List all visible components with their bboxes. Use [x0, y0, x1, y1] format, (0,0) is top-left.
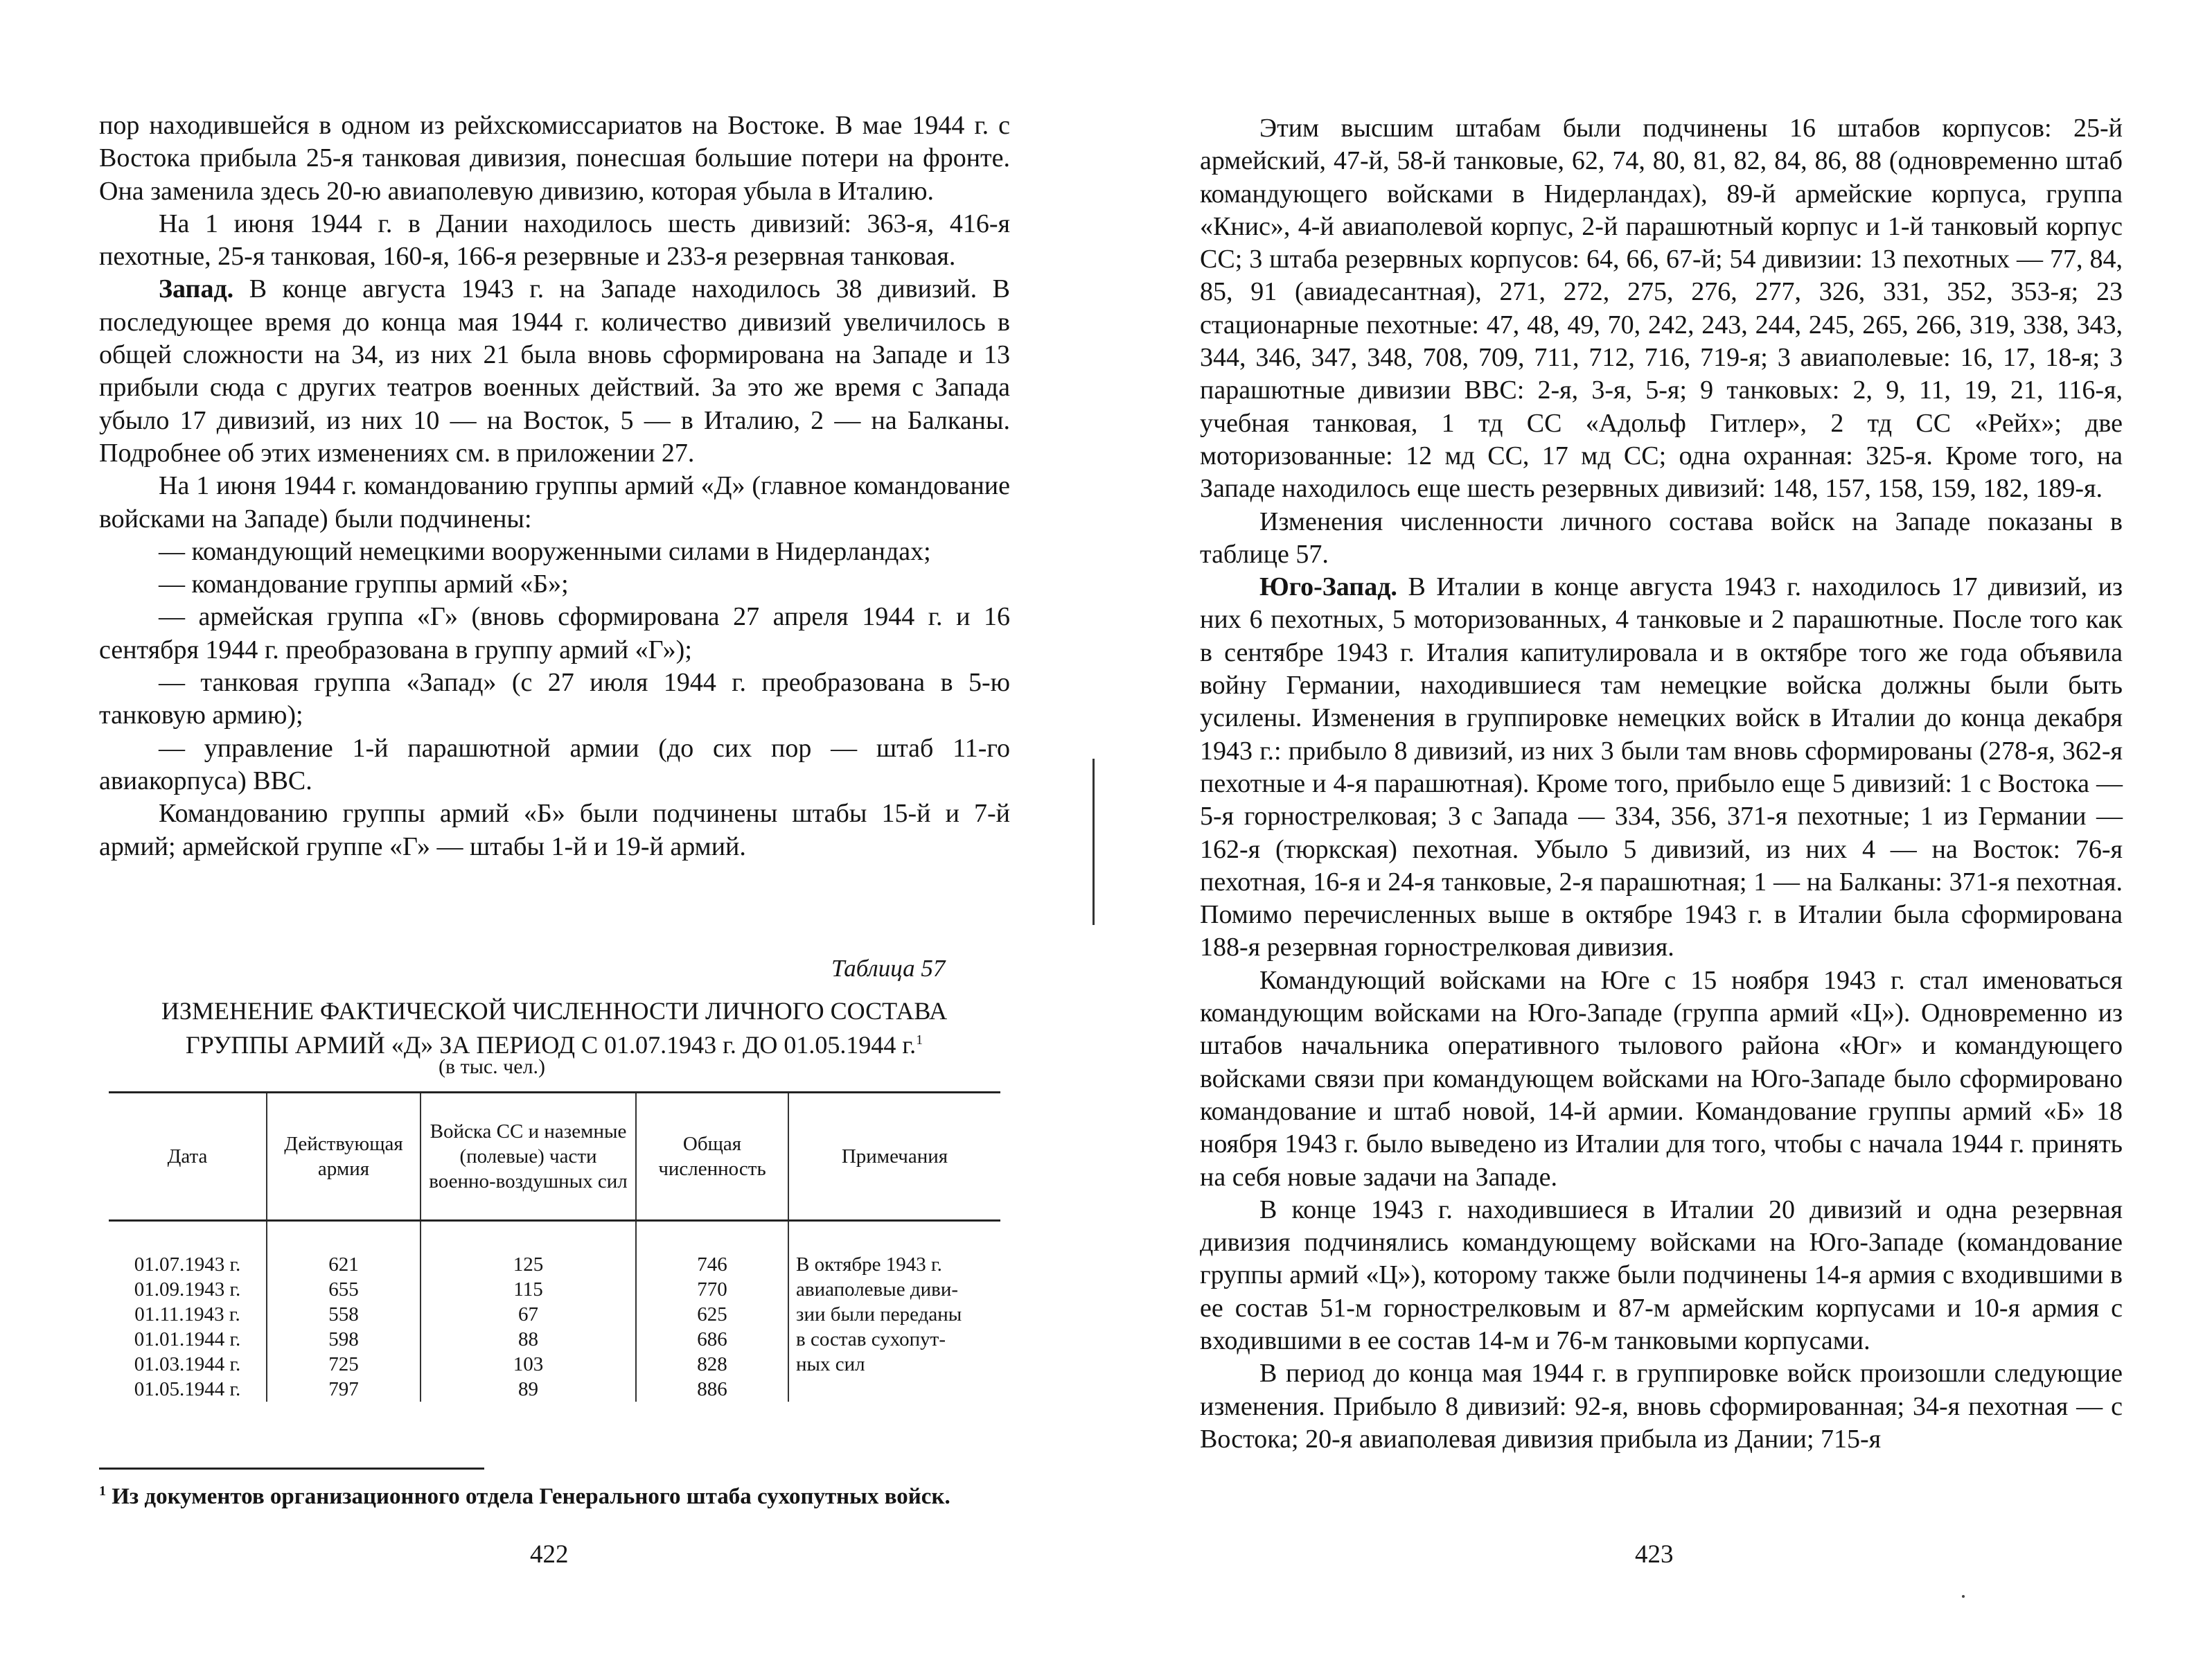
table-cell: в состав сухопут-	[796, 1328, 946, 1350]
paragraph: Этим высшим штабам были подчинены 16 штабов корпусов: 25-й армейский, 47-й, 58-й танковые, 62, 74, 80, 81, 82, 84, 86, 88 (одновременно штаб командующего войсками в Нидерландах), 89-й армейские корпуса, группа «Книс», 4-й авиаполевой корпус, 2-й парашютный корпус и 1-й танковый корпус СС; 3 штаба резервных корпусов: 64, 66, 67-й; 54 дивизии: 13 пехотных — 77, 84, 85, 91 (авиадесантная), 271, 272, 275, 276, 277, 326, 331, 352, 353-я; 23 стационарные пехотные: 47, 48, 49, 70, 242, 243, 244, 245, 265, 266, 319, 338, 343, 344, 346, 347, 348, 708, 709, 711, 712, 716, 719-я; 3 авиаполевые: 16, 17, 18-я; 3 парашютные дивизии ВВС: 2-я, 3-я, 5-я; 9 танковых: 2, 9, 11, 19, 21, 116-я, учебная танковая, 1 тд СС «Адольф Гитлер», 2 тд СС «Рейх»; две моторизованные: 12 мд СС, 17 мд СС; одна охранная: 325-я. Кроме того, на Западе находилось еще шесть резервных дивизий: 148, 157, 158, 159, 182, 189-я.	[1200, 114, 2123, 504]
table-cell: 686	[636, 1327, 788, 1352]
list-item: — управление 1-й парашютной армии (до сих пор — штаб 11-го авиакорпуса) ВВС.	[99, 733, 1010, 795]
table-cell: 746	[636, 1221, 788, 1278]
table-number: Таблица 57	[831, 955, 946, 982]
page-number: 422	[530, 1540, 569, 1569]
table-cell: 115	[421, 1277, 636, 1302]
footnote	[99, 1477, 1014, 1511]
list-item: — армейская группа «Г» (вновь сформирована 27 апреля 1944 г. и 16 сентября 1944 г. преобразована в группу армий «Г»);	[99, 602, 1010, 664]
table-cell: 797	[267, 1377, 421, 1402]
paragraph-text: В конце августа 1943 г. на Западе находилось 38 дивизий. В последующее время до конца мая 1944 г. количество дивизий увеличилось в общей сложности на 34, из них 21 была вновь сформирована на Западе и 13 прибыли сюда с других театров военных действий. За это же время с Запада убыло 17 дивизий, из них 10 — на Восток, 5 — в Италию, 2 — на Балканы. Подробнее об этих изменениях см. в приложении 27.	[99, 274, 1010, 468]
paragraph: Командованию группы армий «Б» были подчинены штабы 15-й и 7-й армий; армейской группе «Г» — штабы 1-й и 19-й армий.	[99, 799, 1010, 861]
footnote-marker: 1	[99, 1483, 106, 1499]
footnote-text: Из документов организационного отдела Генерального штаба сухопутных войск.	[112, 1484, 950, 1509]
table-cell: 01.03.1944 г.	[109, 1352, 267, 1377]
table-cell	[788, 1377, 1000, 1402]
table-cell: 598	[267, 1327, 421, 1352]
list-item: — командование группы армий «Б»;	[159, 570, 569, 599]
table-cell: 01.09.1943 г.	[109, 1277, 267, 1302]
table-cell: 558	[267, 1302, 421, 1327]
table-row	[109, 1352, 1000, 1377]
column-header: Действующая армия	[267, 1093, 421, 1221]
column-header: Общая численность	[636, 1093, 788, 1221]
table-cell: 625	[636, 1302, 788, 1327]
table-cell: авиаполевые диви-	[796, 1278, 958, 1301]
gutter-line	[1092, 759, 1095, 925]
table-row	[109, 1277, 1000, 1302]
right-page	[1106, 0, 2212, 1674]
table-row	[109, 1327, 1000, 1352]
paragraph-zapad	[99, 273, 1010, 470]
table-title-line	[132, 1025, 977, 1059]
strength-table	[109, 1091, 1000, 1402]
table-unit: (в тыс. чел.)	[438, 1055, 546, 1078]
table-row	[109, 1302, 1000, 1327]
list-item: — танковая группа «Запад» (с 27 июля 1944 г. преобразована в 5-ю танковую армию);	[99, 668, 1010, 730]
table-cell: 01.07.1943 г.	[109, 1221, 267, 1278]
table-cell: В октябре 1943 г.	[796, 1253, 942, 1276]
footnote-marker: 1	[916, 1032, 923, 1048]
paragraph: В конце 1943 г. находившиеся в Италии 20 дивизий и одна резервная дивизия подчинялись командующему войсками на Юго-Западе (командование группы армий «Ц»), которому также были подчинены 14-я армия с входившими в ее состав 51-м горнострелковым и 87-м армейским корпусами и 10-я армия с входившими в ее состав 14-м и 76-м танковыми корпусами.	[1200, 1195, 2123, 1355]
table-title-line: ИЗМЕНЕНИЕ ФАКТИЧЕСКОЙ ЧИСЛЕННОСТИ ЛИЧНОГО СОСТАВА	[161, 997, 948, 1025]
table-cell: 88	[421, 1327, 636, 1352]
table-cell: 103	[421, 1352, 636, 1377]
table-header-row	[109, 1093, 1000, 1221]
table-cell: 01.05.1944 г.	[109, 1377, 267, 1402]
left-text-column	[99, 109, 1010, 863]
table-row	[109, 1377, 1000, 1402]
table-cell: 67	[421, 1302, 636, 1327]
table-cell: 01.11.1943 г.	[109, 1302, 267, 1327]
table-cell: 125	[421, 1221, 636, 1278]
table-cell: 770	[636, 1277, 788, 1302]
paragraph: В период до конца мая 1944 г. в группировке войск произошли следующие изменения. Прибыло 8 дивизий: 92-я, вновь сформированная; 34-я пехотная — с Востока; 20-я авиаполевая дивизия прибыла из Дании; 715-я	[1200, 1359, 2123, 1454]
column-header: Дата	[109, 1093, 267, 1221]
table-cell: 655	[267, 1277, 421, 1302]
table-cell: 828	[636, 1352, 788, 1377]
paragraph: Командующий войсками на Юге с 15 ноября 1943 г. стал именоваться командующим войсками на Юго-Западе (группа армий «Ц»). Одновременно из штабов начальника оперативного тылового района «Юг» и командующего войсками связи при командующем войсками на Юго-Западе было сформировано командование и штаб новой, 14-й армии. Командование группы армий «Б» 18 ноября 1943 г. было выведено из Италии для того, чтобы с начала 1944 г. принять на себя новые задачи на Западе.	[1200, 965, 2123, 1192]
paragraph: На 1 июня 1944 г. в Дании находилось шесть дивизий: 363-я, 416-я пехотные, 25-я танковая, 160-я, 166-я резервные и 233-я резервная танковая.	[99, 209, 1010, 272]
table-cell: 886	[636, 1377, 788, 1402]
paragraph: пор находившейся в одном из рейхскомиссариатов на Востоке. В мае 1944 г. с Востока прибыла 25-я танковая дивизия, понесшая большие потери на фронте. Она заменила здесь 20-ю авиаполевую дивизию, которая убыла в Италию.	[99, 111, 1010, 206]
page-number: 423	[1635, 1540, 1674, 1569]
table-cell: ных сил	[796, 1353, 865, 1375]
table-row	[109, 1221, 1000, 1278]
table-cell: 621	[267, 1221, 421, 1278]
scan-speck	[1962, 1595, 1965, 1598]
table-cell: 01.01.1944 г.	[109, 1327, 267, 1352]
column-header: Войска СС и наземные (полевые) части военно-воздушных сил	[421, 1093, 636, 1221]
section-heading-yugo-zapad: Юго-Запад.	[1259, 572, 1397, 602]
table-title-text: ГРУППЫ АРМИЙ «Д» ЗА ПЕРИОД С 01.07.1943 г. ДО 01.05.1944 г.	[185, 1031, 917, 1059]
table-cell: 725	[267, 1352, 421, 1377]
table-cell: зии были переданы	[796, 1303, 962, 1325]
table-title	[132, 996, 977, 1059]
section-heading-zapad: Запад.	[159, 274, 234, 304]
paragraph: Изменения численности личного состава войск на Западе показаны в таблице 57.	[1200, 506, 2123, 569]
paragraph-yugo-zapad	[1200, 571, 2123, 964]
paragraph-text: В Италии в конце августа 1943 г. находилось 17 дивизий, из них 6 пехотных, 5 моторизованных, 4 танковые и 2 парашютные. После того как в сентябре 1943 г. Италия капитулировала и в октябре того же года объявила войну Германии, находившиеся там немецкие войска должны были быть усилены. Изменения в группировке немецких войск в Италии до конца декабря 1943 г.: прибыло 8 дивизий, из них 3 были там вновь сформированы (278-я, 362-я пехотные и 4-я парашютная). Кроме того, прибыло еще 5 дивизий: 1 с Востока — 5-я горнострелковая; 3 с Запада — 334, 356, 371-я пехотные; 1 из Германии — 162-я (тюркская) пехотная. Убыло 5 дивизий, из них 4 — на Восток: 76-я пехотная, 16-я и 24-я танковые, 2-я парашютная; 1 — на Балканы: 371-я пехотная. Помимо перечисленных выше в октябре 1943 г. в Италии была сформирована 188-я резервная горнострелковая дивизия.	[1200, 572, 2123, 962]
right-text-column	[1200, 112, 2123, 1456]
paragraph: На 1 июня 1944 г. командованию группы армий «Д» (главное командование войсками на Западе) были подчинены:	[99, 471, 1010, 534]
list-item: — командующий немецкими вооруженными силами в Нидерландах;	[159, 536, 931, 566]
footnote-rule	[99, 1468, 484, 1470]
column-header: Примечания	[788, 1093, 1000, 1221]
table-cell: 89	[421, 1377, 636, 1402]
